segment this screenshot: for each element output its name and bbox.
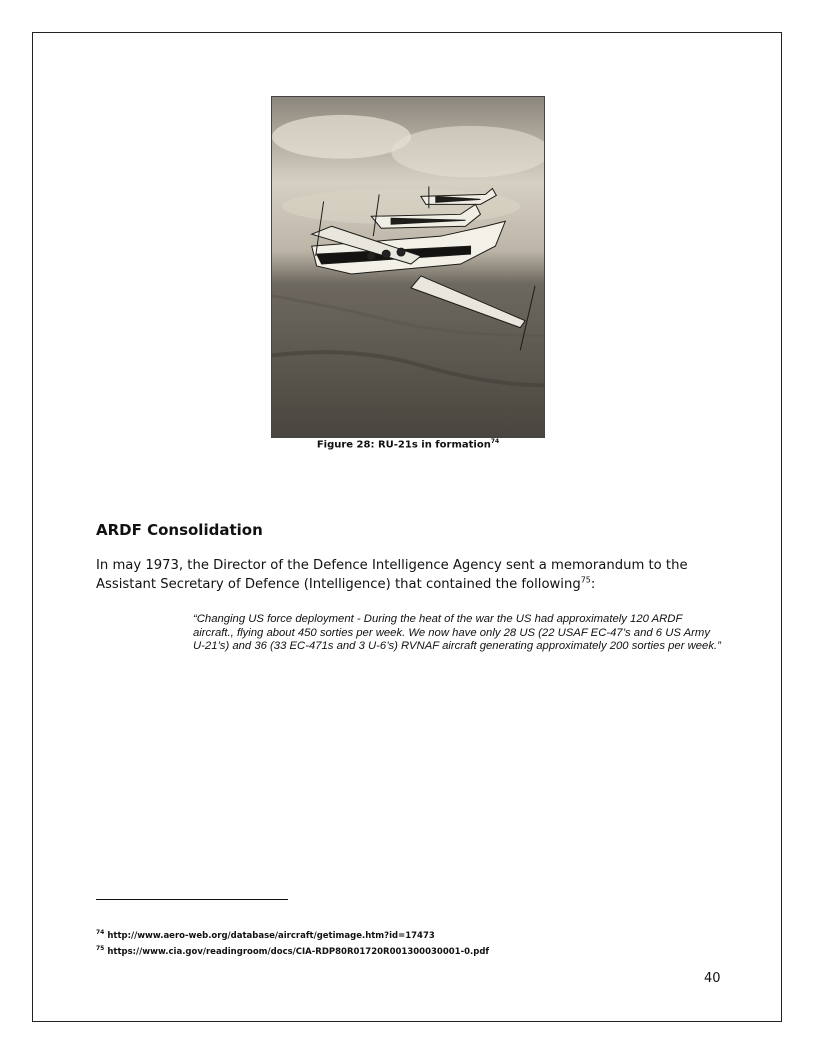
footnote-ref-74[interactable]: 74 <box>490 438 500 445</box>
page-number: 40 <box>704 971 721 986</box>
footnote-75 <box>96 945 489 957</box>
footnote-number: 75 <box>96 945 105 952</box>
footnote-link[interactable]: https://www.cia.gov/readingroom/docs/CIA-RDP80R01720R001300030001-0.pdf <box>107 946 490 957</box>
paragraph-colon: : <box>590 577 596 592</box>
body-paragraph <box>96 556 726 594</box>
footnote-link[interactable]: http://www.aero-web.org/database/aircraft/getimage.htm?id=17473 <box>107 930 435 941</box>
figure-caption <box>271 438 545 450</box>
section-heading: ARDF Consolidation <box>96 521 263 539</box>
footnote-74 <box>96 929 435 941</box>
footnote-ref-75[interactable]: 75 <box>580 575 591 585</box>
ru21-formation-photo <box>271 96 545 438</box>
body-paragraph-text: In may 1973, the Director of the Defence Intelligence Agency sent a memorandum to the Assistant Secretary of Defence (Intelligence) that contained the following <box>96 558 688 592</box>
block-quote: “Changing US force deployment - During the heat of the war the US had approximately 120 ARDF aircraft., flying about 450 sorties per week. We now have only 28 US (22 USAF EC-47’s and 6 US Army U-21’s) and 36 (33 EC-471s and 3 U-6’s) RVNAF aircraft generating approximately 200 sorties per week.” <box>193 613 721 653</box>
footnote-separator <box>96 899 288 900</box>
footnote-number: 74 <box>96 929 105 936</box>
figure-caption-text: Figure 28: RU-21s in formation <box>316 439 491 451</box>
